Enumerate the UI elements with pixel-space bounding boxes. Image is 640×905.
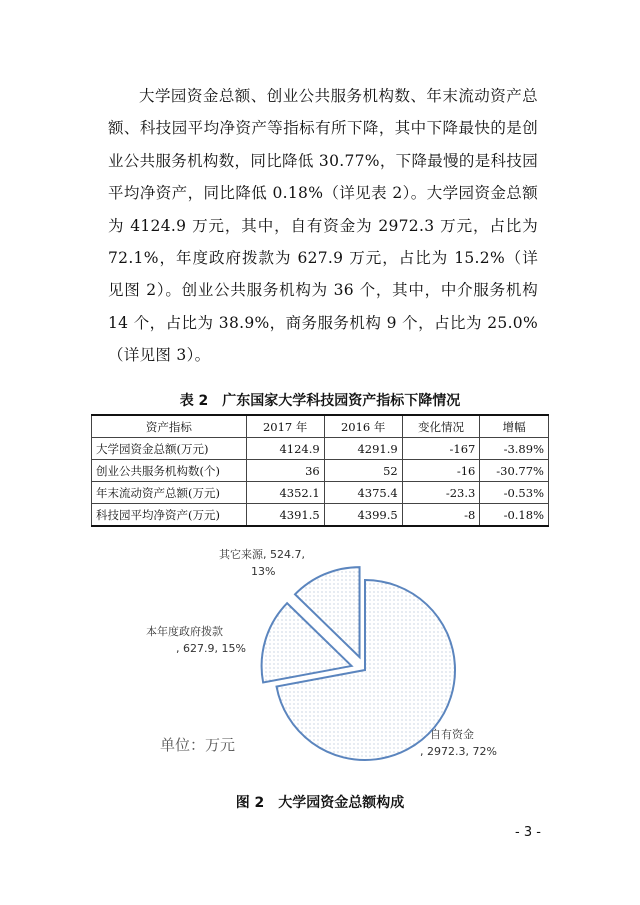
- funding-pie-chart: [0, 530, 640, 780]
- cell-2017: 4352.1: [246, 482, 324, 504]
- unit-label: 单位：万元: [160, 736, 236, 754]
- cell-indicator: 年末流动资产总额(万元): [92, 482, 247, 504]
- cell-change: -167: [402, 438, 480, 460]
- cell-2017: 36: [246, 460, 324, 482]
- cell-change: -23.3: [402, 482, 480, 504]
- cell-2016: 4375.4: [324, 482, 402, 504]
- cell-growth: -30.77%: [480, 460, 549, 482]
- asset-indicator-table: [91, 414, 549, 527]
- cell-2016: 52: [324, 460, 402, 482]
- cell-growth: -3.89%: [480, 438, 549, 460]
- header-change: 变化情况: [402, 415, 480, 438]
- cell-2017: 4124.9: [246, 438, 324, 460]
- cell-2016: 4399.5: [324, 504, 402, 527]
- slice-value-government-funds: , 627.9, 15%: [176, 642, 246, 655]
- cell-change: -16: [402, 460, 480, 482]
- slice-label-government-funds: 本年度政府拨款: [146, 625, 223, 638]
- table-header-row: [92, 415, 549, 438]
- slice-value-own-funds: , 2972.3, 72%: [420, 745, 497, 758]
- table-title: 表 2 广东国家大学科技园资产指标下降情况: [179, 393, 461, 409]
- page-number: - 3 -: [515, 825, 541, 840]
- cell-growth: -0.53%: [480, 482, 549, 504]
- figure-title: 图 2 大学园资金总额构成: [235, 795, 405, 811]
- cell-indicator: 科技园平均净资产(万元): [92, 504, 247, 527]
- table-row: [92, 504, 549, 527]
- cell-2017: 4391.5: [246, 504, 324, 527]
- cell-indicator: 大学园资金总额(万元): [92, 438, 247, 460]
- slice-label-own-funds: 自有资金: [430, 728, 474, 741]
- cell-2016: 4291.9: [324, 438, 402, 460]
- header-indicator: 资产指标: [92, 415, 247, 438]
- slice-value-other-sources: 13%: [251, 565, 276, 578]
- cell-change: -8: [402, 504, 480, 527]
- table-row: [92, 460, 549, 482]
- table-row: [92, 482, 549, 504]
- header-2016: 2016 年: [324, 415, 402, 438]
- body-paragraph: 大学园资金总额、创业公共服务机构数、年末流动资产总额、科技园平均净资产等指标有所下降，其中下降最快的是创业公共服务机构数，同比降低 30.77%，下降最慢的是科技园平均净资产，同比降低 0.18%（详见表 2）。大学园资金总额为 4124.9 万元，其中，自有资金为 2972.3 万元，占比为 72.1%，年度政府拨款为 627.9 万元，占比为 15.2%（详见图 2）。创业公共服务机构为 36 个，其中，中介服务机构 14 个，占比为 38.9%，商务服务机构 9 个，占比为 25.0%（详见图 3）。: [108, 87, 538, 365]
- header-2017: 2017 年: [246, 415, 324, 438]
- table-row: [92, 438, 549, 460]
- header-growth: 增幅: [480, 415, 549, 438]
- cell-indicator: 创业公共服务机构数(个): [92, 460, 247, 482]
- cell-growth: -0.18%: [480, 504, 549, 527]
- slice-label-other-sources: 其它来源, 524.7,: [219, 548, 305, 561]
